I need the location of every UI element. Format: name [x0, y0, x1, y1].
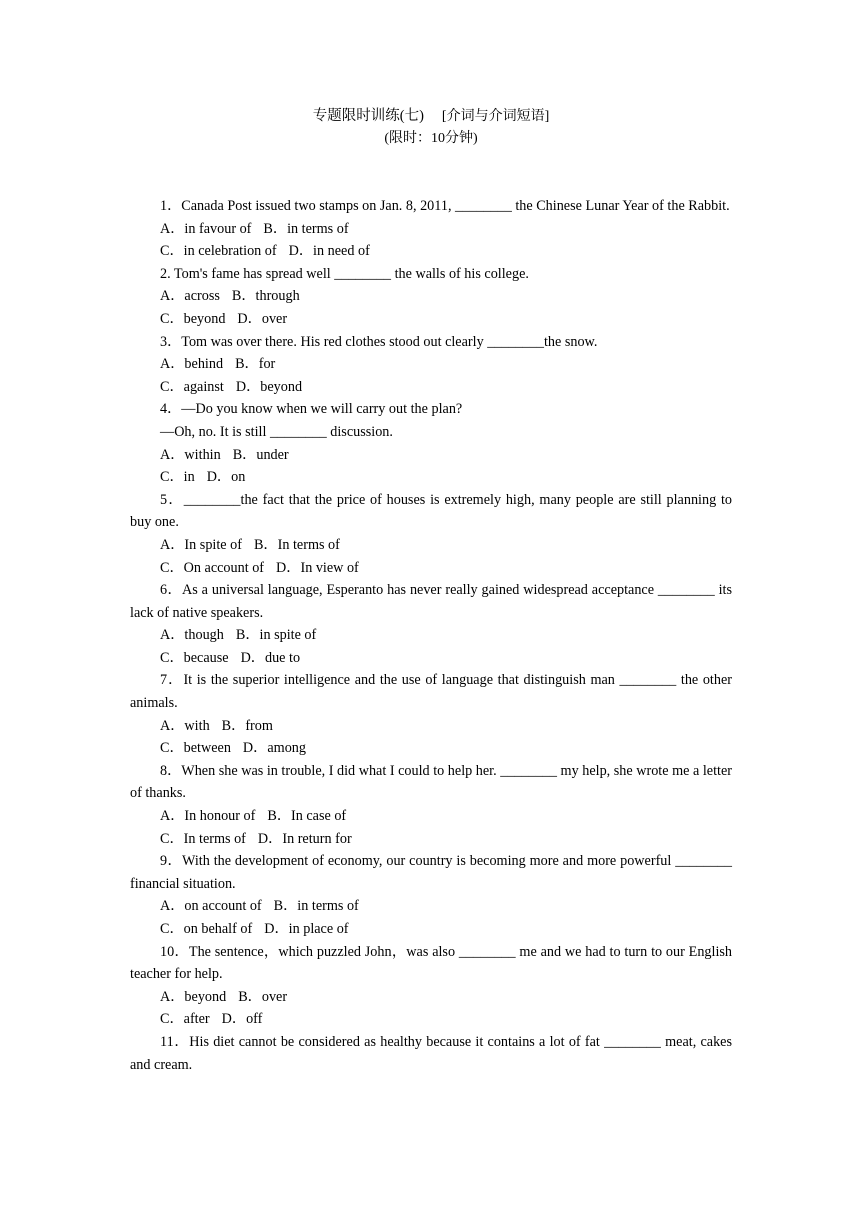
- question-item: [130, 760, 732, 850]
- option-row: [130, 240, 732, 263]
- answer-option: D．due to: [240, 649, 301, 666]
- time-limit: (限时：10分钟): [384, 131, 478, 146]
- answer-option: D．on: [206, 469, 246, 486]
- option-row: [130, 557, 732, 580]
- answer-option: A．within: [160, 446, 221, 463]
- answer-option: B．for: [235, 356, 276, 373]
- question-stem: 2. Tom's fame has spread well ________ the walls of his college.: [160, 265, 529, 282]
- option-row: [130, 805, 732, 828]
- option-row: [130, 534, 732, 557]
- answer-option: B．In case of: [267, 808, 347, 825]
- option-row: [130, 1008, 732, 1031]
- answer-option: D．over: [237, 310, 288, 327]
- answer-option: C．on behalf of: [160, 921, 253, 937]
- question-stem: 11．His diet cannot be considered as healthy because it contains a lot of fat ________ meat, cakes and cream.: [130, 1033, 732, 1073]
- option-row: [130, 308, 732, 331]
- option-row: [130, 828, 732, 851]
- answer-option: A．behind: [160, 356, 224, 373]
- option-row: [130, 624, 732, 647]
- answer-option: A．in favour of: [160, 220, 252, 237]
- question-item: [130, 850, 732, 940]
- option-row: [130, 376, 732, 399]
- answer-option: B．in spite of: [235, 627, 317, 644]
- answer-option: A．across: [160, 288, 220, 305]
- question-stem: 7．It is the superior intelligence and the use of language that distinguish man ________ the other animals.: [130, 672, 732, 712]
- answer-option: C．beyond: [160, 310, 226, 327]
- answer-option: D．beyond: [235, 378, 303, 395]
- option-row: [130, 737, 732, 760]
- answer-option: D．off: [221, 1011, 263, 1028]
- question-stem: 8．When she was in trouble, I did what I could to help her. ________ my help, she wrote me a letter of thanks.: [130, 762, 732, 802]
- question-stem: 5．________the fact that the price of houses is extremely high, many people are still planning to buy one.: [130, 491, 732, 531]
- option-row: [130, 353, 732, 376]
- answer-option: B．In terms of: [253, 536, 340, 553]
- answer-option: C．in celebration of: [160, 243, 277, 260]
- question-stem: 6．As a universal language, Esperanto has never really gained widespread acceptance ________ its lack of native speakers.: [130, 582, 732, 621]
- option-row: [130, 285, 732, 308]
- answer-option: A．In honour of: [160, 808, 256, 825]
- question-item: [130, 489, 732, 579]
- answer-option: C．in: [160, 469, 195, 486]
- answer-option: C．In terms of: [160, 830, 246, 847]
- question-stem: 4．—Do you know when we will carry out the plan?: [160, 401, 463, 418]
- question-stem: 10．The sentence，which puzzled John，was also ________ me and we had to turn to our English teacher for help.: [130, 943, 732, 983]
- answer-option: D．In view of: [276, 559, 359, 576]
- answer-option: C．after: [160, 1011, 210, 1028]
- answer-option: B．under: [232, 446, 289, 463]
- answer-option: A．on account of: [160, 898, 262, 915]
- answer-option: B．in terms of: [263, 220, 349, 237]
- answer-option: D．in need of: [288, 243, 370, 260]
- answer-option: C．between: [160, 740, 231, 757]
- option-row: [130, 986, 732, 1009]
- question-item: [130, 398, 732, 488]
- question-list: [130, 195, 732, 1076]
- question-item: [130, 1031, 732, 1076]
- option-row: [130, 444, 732, 467]
- answer-option: B．through: [231, 288, 300, 305]
- answer-option: A．In spite of: [160, 536, 242, 553]
- option-row: [130, 918, 732, 941]
- question-item: [130, 331, 732, 399]
- answer-option: B．in terms of: [273, 898, 359, 915]
- option-row: [130, 218, 732, 241]
- answer-option: D．In return for: [257, 830, 352, 847]
- question-item: [130, 669, 732, 759]
- question-stem: 1．Canada Post issued two stamps on Jan. 8, 2011, ________ the Chinese Lunar Year of the Rabbit.: [160, 198, 730, 214]
- question-stem: 3．Tom was over there. His red clothes stood out clearly ________the snow.: [160, 333, 598, 350]
- question-item: [130, 195, 732, 263]
- page-title: [130, 105, 732, 128]
- question-item: [130, 579, 732, 669]
- answer-option: A．with: [160, 717, 210, 734]
- answer-option: B．over: [238, 988, 288, 1005]
- option-row: [130, 466, 732, 489]
- question-item: [130, 263, 732, 331]
- question-stem-reply: —Oh, no. It is still ________ discussion.: [160, 423, 393, 440]
- answer-option: A．beyond: [160, 988, 227, 1005]
- answer-option: C．On account of: [160, 559, 265, 576]
- topic-text: [介词与介词短语]: [441, 109, 550, 124]
- option-row: [130, 715, 732, 738]
- answer-option: D．among: [242, 740, 306, 757]
- answer-option: C．against: [160, 378, 224, 395]
- answer-option: D．in place of: [264, 921, 349, 937]
- option-row: [130, 895, 732, 918]
- option-row: [130, 647, 732, 670]
- title-text: 专题限时训练(七): [312, 108, 424, 124]
- answer-option: C．because: [160, 649, 229, 666]
- answer-option: B．from: [221, 717, 273, 734]
- question-item: [130, 941, 732, 1031]
- answer-option: A．though: [160, 627, 224, 644]
- question-stem: 9．With the development of economy, our country is becoming more and more powerful ________ financial situation.: [130, 853, 732, 892]
